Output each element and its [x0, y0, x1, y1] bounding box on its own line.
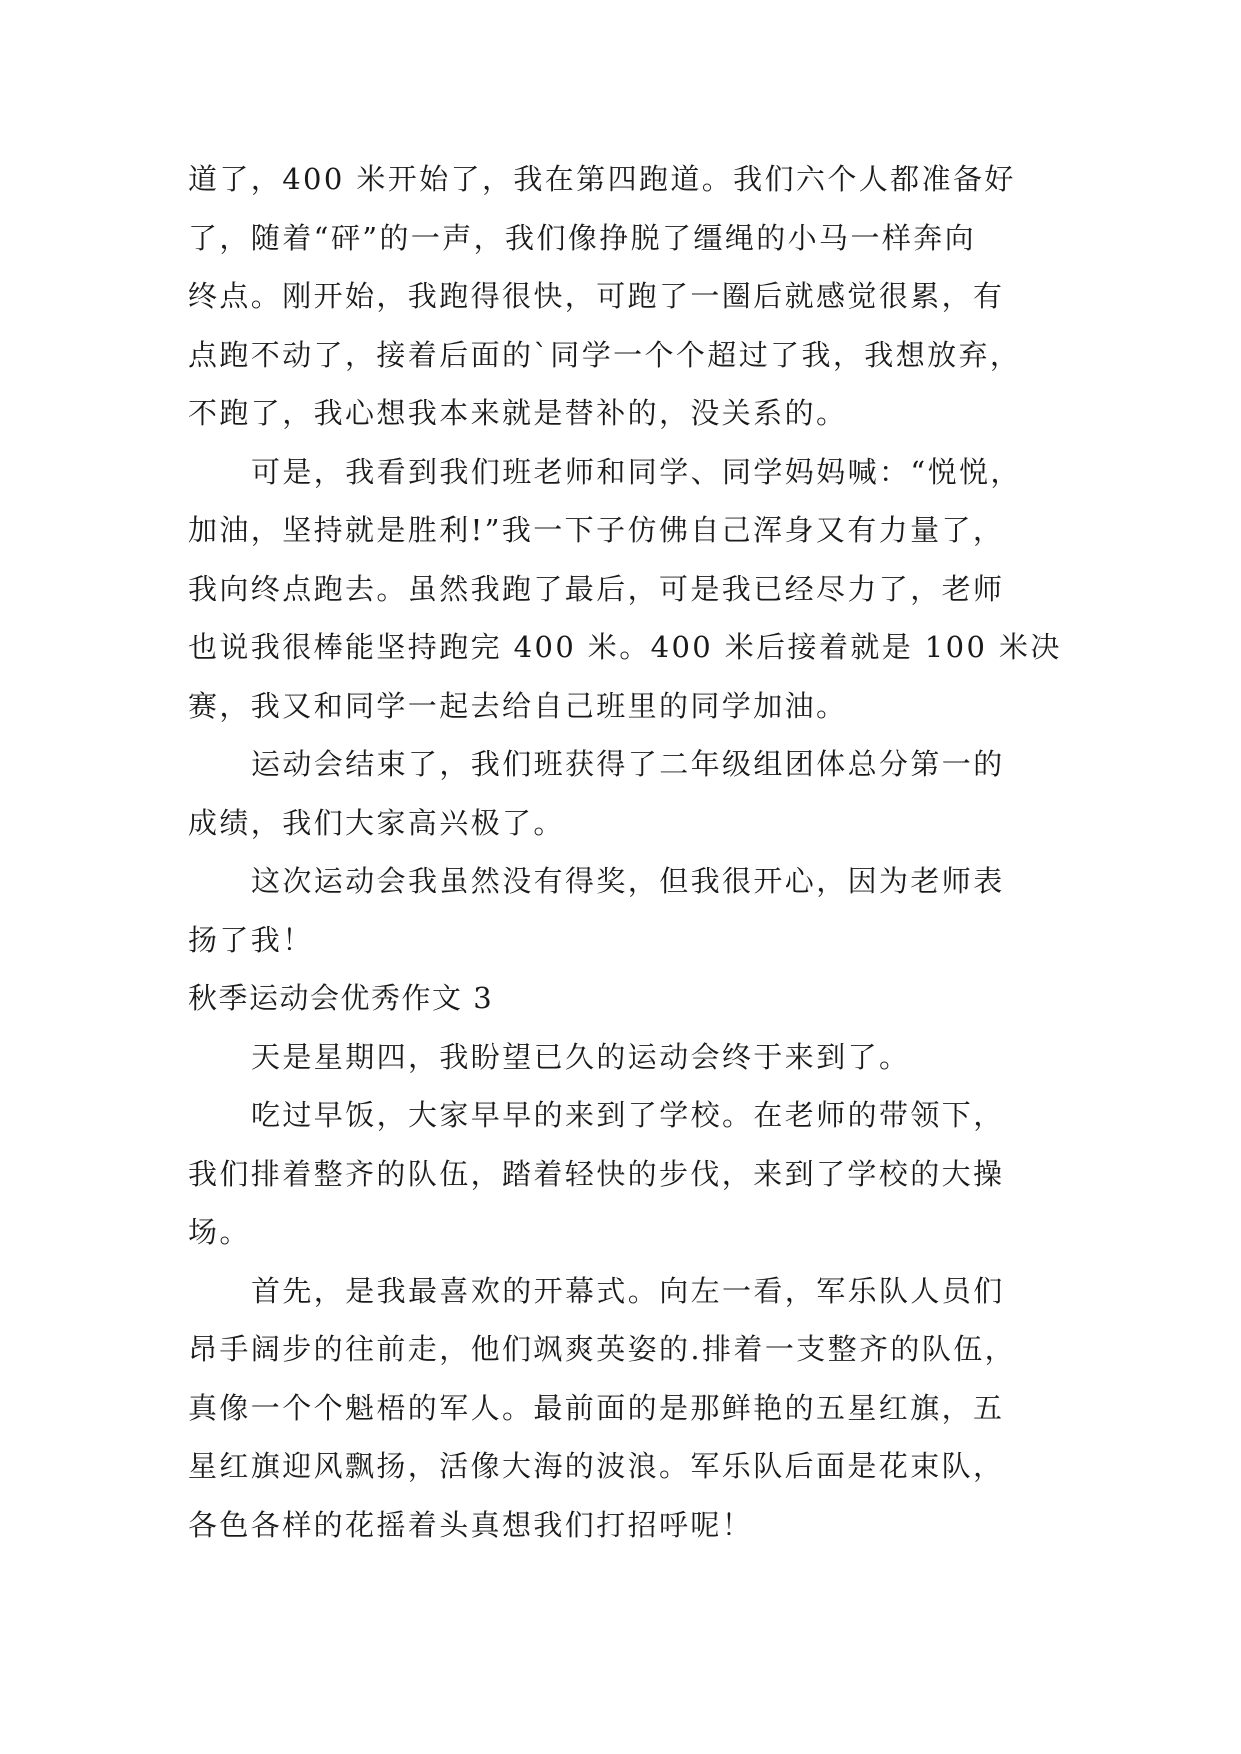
text-line: 吃过早饭，大家早早的来到了学校。在老师的带领下， — [251, 1098, 1005, 1132]
text-line: 这次运动会我虽然没有得奖，但我很开心，因为老师表 — [251, 864, 1005, 898]
text-line: 成绩，我们大家高兴极了。 — [188, 805, 565, 840]
text-line: 昂手阔步的往前走，他们飒爽英姿的.排着一支整齐的队伍， — [188, 1332, 1017, 1366]
text-line: 道了，400 米开始了，我在第四跑道。我们六个人都准备好 — [188, 162, 1016, 196]
text-line: 各色各样的花摇着头真想我们打招呼呢！ — [188, 1507, 754, 1542]
document-page — [188, 150, 1068, 1554]
text-line: 我向终点跑去。虽然我跑了最后，可是我已经尽力了，老师 — [188, 571, 1005, 606]
text-line: 星红旗迎风飘扬，活像大海的波浪。军乐队后面是花束队， — [188, 1449, 1005, 1483]
text-line: 终点。刚开始，我跑得很快，可跑了一圈后就感觉很累，有 — [188, 279, 1005, 313]
text-line: 我们排着整齐的队伍，踏着轻快的步伐，来到了学校的大操 — [188, 1156, 1005, 1191]
text-line: 也说我很棒能坚持跑完 400 米。400 米后接着就是 100 米决 — [188, 630, 1062, 664]
text-line: 加油，坚持就是胜利!”我一下子仿佛自己浑身又有力量了， — [188, 513, 1005, 547]
text-line: 场。 — [188, 1215, 251, 1249]
text-line: 不跑了，我心想我本来就是替补的，没关系的。 — [188, 396, 848, 430]
text-line: 首先，是我最喜欢的开幕式。向左一看，军乐队人员们 — [251, 1273, 1005, 1308]
text-line: 点跑不动了，接着后面的`同学一个个超过了我，我想放弃， — [188, 337, 1022, 372]
text-line: 扬了我！ — [188, 922, 314, 957]
text-line: 真像一个个魁梧的军人。最前面的是那鲜艳的五星红旗，五 — [188, 1390, 1005, 1425]
text-line: 可是，我看到我们班老师和同学、同学妈妈喊：“悦悦， — [251, 454, 1022, 489]
text-line: 赛，我又和同学一起去给自己班里的同学加油。 — [188, 688, 848, 723]
text-line: 了，随着“砰”的一声，我们像挣脱了缰绳的小马一样奔向 — [188, 220, 977, 255]
text-line: 天是星期四，我盼望已久的运动会终于来到了。 — [251, 1039, 911, 1074]
section-heading: 秋季运动会优秀作文 3 — [188, 981, 494, 1015]
text-line: 运动会结束了，我们班获得了二年级组团体总分第一的 — [251, 747, 1005, 781]
